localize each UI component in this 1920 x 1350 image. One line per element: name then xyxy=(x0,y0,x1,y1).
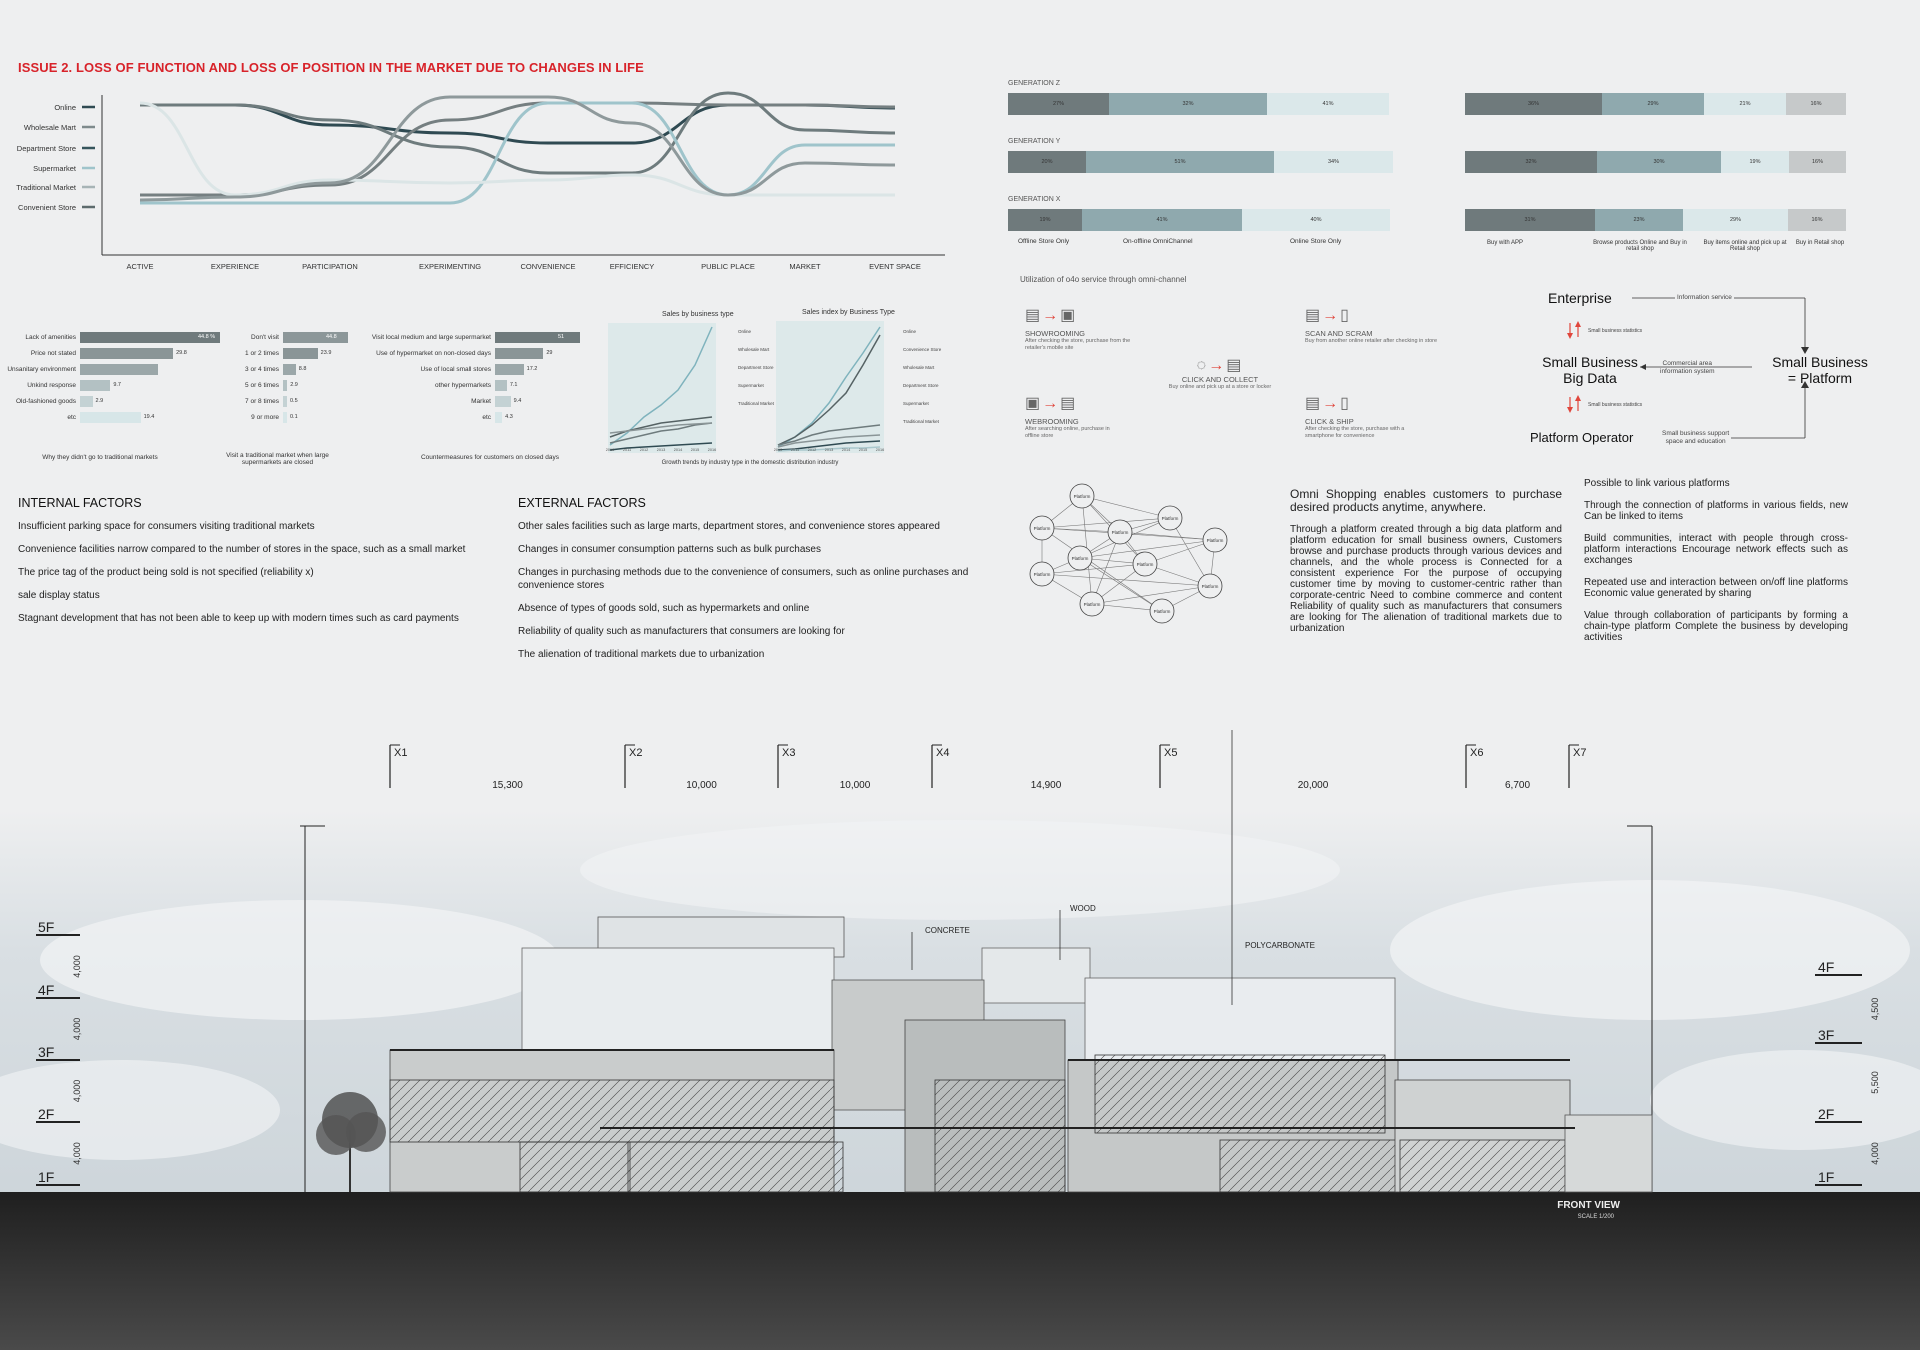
growth-charts xyxy=(600,305,942,475)
growth-x-tick: 2016 xyxy=(875,448,885,452)
growth-legend-label: Department Store xyxy=(903,383,939,388)
network-node-label: Platform xyxy=(1153,609,1171,614)
grid-dimensions xyxy=(492,780,1530,791)
legend-label: Supermarket xyxy=(33,164,76,173)
x-tick-label: PARTICIPATION xyxy=(302,262,358,271)
network-nodes xyxy=(1030,484,1227,623)
floor-label: 4F xyxy=(38,982,55,998)
bar-segment: 16% xyxy=(1786,93,1846,115)
sb-platform-line-1: Small Business xyxy=(1772,354,1868,370)
growth-x-tick: 2012 xyxy=(807,448,817,452)
bar-label: Unsanitary environment xyxy=(7,366,76,373)
bar-chart-caption: Visit a traditional market when large supermarkets are closed xyxy=(226,452,329,466)
factor-item: Other sales facilities such as large marts, department stores, and convenience stores appeared xyxy=(518,521,940,532)
o4o-showrooming xyxy=(1025,305,1140,352)
bar xyxy=(283,332,348,343)
generation-axis-label: Buy in Retail shop xyxy=(1795,240,1845,246)
mouse-to-store-icon: ◌→▤ xyxy=(1196,357,1244,374)
bar xyxy=(283,380,287,391)
floor-label: 4F xyxy=(1818,959,1835,975)
network-node-label: Platform xyxy=(1201,584,1219,589)
growth-legend-label: Traditional Market xyxy=(738,401,774,406)
bar xyxy=(495,412,502,423)
bar-label: Visit local medium and large supermarket xyxy=(371,334,491,341)
bar xyxy=(80,412,141,423)
bar-value: 4.3 xyxy=(505,414,513,420)
bar xyxy=(283,348,318,359)
floor-label: 3F xyxy=(38,1044,55,1060)
o4o-scan-and-scram xyxy=(1305,305,1445,345)
network-node-label: Platform xyxy=(1033,572,1051,577)
bar-value: 19.4 xyxy=(143,414,155,420)
bar-value: 44.8 xyxy=(326,334,337,340)
bar-segment: 41% xyxy=(1082,209,1242,231)
growth-legend-label: Traditional Market xyxy=(903,419,939,424)
bar-row xyxy=(345,380,620,391)
factor-item: The alienation of traditional markets due to urbanization xyxy=(518,649,765,660)
bar xyxy=(283,364,296,375)
generation-axis-label: Buy items online and pick up at Retail shop xyxy=(1703,240,1787,252)
floor-label: 1F xyxy=(1818,1169,1835,1185)
growth-x-tick: 2012 xyxy=(639,448,649,452)
factor-item: Convenience facilities narrow compared to the number of stores in the space, such as a small market xyxy=(18,544,466,555)
grid-dimension: 6,700 xyxy=(1504,780,1531,791)
legend-label: Wholesale Mart xyxy=(23,123,76,132)
x-tick-label: MARKET xyxy=(789,262,821,271)
floor-label: 2F xyxy=(1818,1106,1835,1122)
bar-segment: 32% xyxy=(1465,151,1597,173)
platform-list-item: Repeated use and interaction between on/off line platforms Economic value generated by sharing xyxy=(1584,577,1848,599)
bar-segment: 23% xyxy=(1595,209,1683,231)
generation-axis-label: On-offline OmniChannel xyxy=(1123,238,1193,245)
omni-lead: Omni Shopping enables customers to purchase desired products anytime, anywhere. xyxy=(1290,487,1562,514)
bar-segment: 29% xyxy=(1602,93,1704,115)
growth-legend-label: Department Store xyxy=(738,365,774,370)
generation-label: GENERATION Z xyxy=(1008,80,1060,87)
grid-axis-label: X7 xyxy=(1573,747,1587,759)
front-view-label: FRONT VIEW xyxy=(1557,1200,1620,1211)
generation-bars xyxy=(1005,80,1885,270)
scale-label: SCALE 1/200 xyxy=(1577,1214,1614,1220)
bar-segment: 30% xyxy=(1597,151,1721,173)
growth-x-tick: 2013 xyxy=(656,448,666,452)
bar xyxy=(80,348,173,359)
bar-label: Use of local small stores xyxy=(420,366,491,373)
sb-platform-line-2: = Platform xyxy=(1787,370,1853,386)
network-node-label: Platform xyxy=(1111,530,1129,535)
generation-bar-left xyxy=(1008,93,1389,115)
legend-label: Traditional Market xyxy=(16,183,76,192)
support-label xyxy=(1660,430,1731,446)
o4o-item-title: CLICK AND COLLECT xyxy=(1181,375,1259,384)
floor-dimension: 4,000 xyxy=(72,955,82,978)
support-line-1: Small business support xyxy=(1662,430,1730,437)
floor-dimension: 4,000 xyxy=(1870,1142,1880,1165)
floor-dimension: 4,000 xyxy=(72,1079,82,1103)
growth-legend-label: Online xyxy=(903,329,917,334)
bar-label: Market xyxy=(471,398,491,405)
big-data-line-1: Small Business xyxy=(1542,354,1638,370)
bar-segment: 31% xyxy=(1465,209,1595,231)
bar-label: Use of hypermarket on non-closed days xyxy=(376,350,491,357)
bar-label: other hypermarkets xyxy=(435,382,491,389)
grid-axis-label: X2 xyxy=(629,747,643,759)
network-node-label: Platform xyxy=(1206,538,1224,543)
floor-label: 1F xyxy=(38,1169,55,1185)
o4o-item-desc: Buy online and pick up at a store or locker xyxy=(1168,384,1272,390)
growth-x-tick: 2014 xyxy=(673,448,683,452)
bar-chart-caption: Why they didn't go to traditional markets xyxy=(42,454,158,461)
growth-x-tick: 2010 xyxy=(605,448,615,452)
growth-x-tick: 2015 xyxy=(858,448,868,452)
bar-row xyxy=(345,332,620,343)
bar-value: 2.9 xyxy=(290,382,298,388)
bar-segment: 40% xyxy=(1242,209,1390,231)
factor-item: Absence of types of goods sold, such as hypermarkets and online xyxy=(518,603,810,614)
x-tick-label: CONVENIENCE xyxy=(520,262,576,271)
growth-legend-label: Convenience Store xyxy=(903,347,942,352)
web-to-store-icon: ▣→▤ xyxy=(1025,395,1078,412)
bar-value: 0.5 xyxy=(290,398,298,404)
generation-bar-right xyxy=(1465,209,1847,231)
factor-item: Reliability of quality such as manufacturers that consumers are looking for xyxy=(518,626,845,637)
platform-list-item: Possible to link various platforms xyxy=(1584,478,1730,489)
growth-legend-label: Online xyxy=(738,329,752,334)
platform-list-item: Through the connection of platforms in various fields, new Can be linked to items xyxy=(1584,500,1848,522)
growth-x-tick: 2015 xyxy=(690,448,700,452)
floor-dimension: 5,500 xyxy=(1870,1071,1880,1094)
growth-x-tick: 2016 xyxy=(707,448,717,452)
growth-left-bg xyxy=(605,323,716,453)
bar-segment: 21% xyxy=(1704,93,1786,115)
bar-segment: 20% xyxy=(1008,151,1086,173)
factor-item: The price tag of the product being sold is not specified (reliability x) xyxy=(18,567,314,578)
bar-segment: 41% xyxy=(1267,93,1389,115)
factor-item: Stagnant development that has not been able to keep up with modern times such as card payments xyxy=(18,613,459,624)
external-list xyxy=(518,520,1008,661)
internal-title: INTERNAL FACTORS xyxy=(18,496,142,510)
o4o-item-title: SHOWROOMING xyxy=(1025,329,1085,338)
bar-value: 29 xyxy=(546,350,553,356)
o4o-item-desc: Buy from another online retailer after checking in store xyxy=(1305,338,1438,344)
factor-item: Insufficient parking space for consumers visiting traditional markets xyxy=(18,521,315,532)
growth-legend-label: Supermarket xyxy=(903,401,929,406)
bar xyxy=(495,364,524,375)
bar-segment: 34% xyxy=(1274,151,1393,173)
stats-label-2: Small business statistics xyxy=(1588,402,1643,408)
grid-dimension: 10,000 xyxy=(686,780,717,791)
platform-list-item: Build communities, interact with people through cross-platform interactions Encourage network effects such as exchanges xyxy=(1584,533,1848,566)
platform-diagram xyxy=(1520,285,1880,455)
bar-label: 5 or 6 times xyxy=(245,382,279,389)
bar xyxy=(495,396,511,407)
bar-label: etc xyxy=(67,414,76,421)
grid-dimension: 10,000 xyxy=(839,780,871,791)
legend-label: Convenient Store xyxy=(18,203,76,212)
bar-segment: 16% xyxy=(1788,209,1846,231)
front-elevation xyxy=(0,730,1920,1350)
bar-label: Don't visit xyxy=(251,334,279,341)
commercial-label xyxy=(1660,360,1715,376)
growth-right-bg xyxy=(773,321,884,453)
line-chart-legend xyxy=(16,103,95,212)
x-tick-label: EVENT SPACE xyxy=(869,262,921,271)
bar-label: 3 or 4 times xyxy=(245,366,279,373)
bar-label: etc xyxy=(482,414,491,421)
growth-x-tick: 2013 xyxy=(824,448,834,452)
sb-platform-label xyxy=(1760,354,1880,386)
generation-bar-right xyxy=(1465,151,1847,173)
growth-x-tick: 2011 xyxy=(790,448,800,452)
omni-text xyxy=(1290,488,1562,634)
concrete-label: CONCRETE xyxy=(925,926,970,935)
bar-label: 7 or 8 times xyxy=(245,398,279,405)
bar-label: 9 or more xyxy=(251,414,279,421)
floor-dimension: 4,000 xyxy=(72,1017,82,1041)
commercial-line-2: information system xyxy=(1660,368,1715,375)
series-line-traditional xyxy=(140,103,895,195)
operator-label: Platform Operator xyxy=(1530,430,1634,445)
series-line-convenient xyxy=(140,97,895,200)
bar-row xyxy=(345,396,620,407)
external-factors xyxy=(518,496,1008,671)
network-node-label: Platform xyxy=(1033,526,1051,531)
factor-item: Changes in purchasing methods due to the convenience of consumers, such as online purchases and convenience stores xyxy=(518,567,969,591)
cloud xyxy=(580,820,1340,920)
bar xyxy=(80,364,158,375)
o4o-item-desc: After searching online, purchase in offline store xyxy=(1025,426,1110,439)
bar-charts xyxy=(0,332,580,472)
bar xyxy=(283,412,287,423)
floor-label: 5F xyxy=(38,919,55,935)
bar-row xyxy=(345,348,620,359)
growth-right-title: Sales index by Business Type xyxy=(802,309,895,316)
floor-label: 2F xyxy=(38,1106,55,1122)
ground xyxy=(0,1192,1920,1350)
o4o-item-title: SCAN AND SCRAM xyxy=(1305,329,1373,338)
bar-value: 9.7 xyxy=(113,382,121,388)
generation-bar-left xyxy=(1008,151,1389,173)
bar xyxy=(283,396,287,407)
x-tick-label: ACTIVE xyxy=(126,262,154,271)
o4o-title: Utilization of o4o service through omni-channel xyxy=(1020,275,1187,284)
internal-factors xyxy=(18,496,498,635)
generation-bar-left xyxy=(1008,209,1389,231)
bar-segment: 19% xyxy=(1008,209,1082,231)
growth-x-tick: 2011 xyxy=(622,448,632,452)
factor-item: sale display status xyxy=(18,590,100,601)
big-data-label xyxy=(1530,354,1650,386)
bar-segment: 32% xyxy=(1109,93,1267,115)
o4o-item-desc: After checking the store, purchase with a smartphone for convenience xyxy=(1305,426,1405,439)
growth-legend-label: Wholesale Mart xyxy=(903,365,935,370)
grid-dimension: 15,300 xyxy=(492,780,523,791)
network-node-label: Platform xyxy=(1083,602,1101,607)
store-to-phone-icon: ▤→▯ xyxy=(1305,307,1351,324)
network-edges xyxy=(1042,496,1215,611)
issue-title: ISSUE 2. LOSS OF FUNCTION AND LOSS OF POSITION IN THE MARKET DUE TO CHANGES IN LIFE xyxy=(18,60,644,75)
bar-value: 8.8 xyxy=(298,366,307,372)
bar-label: Unkind response xyxy=(27,382,76,389)
factor-item: Changes in consumer consumption patterns such as bulk purchases xyxy=(518,544,821,555)
line-chart xyxy=(0,85,960,285)
bar xyxy=(495,380,507,391)
growth-x-tick: 2010 xyxy=(773,448,783,452)
x-tick-label: PUBLIC PLACE xyxy=(701,262,755,271)
bar xyxy=(495,348,543,359)
bar-chart-caption: Countermeasures for customers on closed days xyxy=(420,454,559,461)
platform-list-item: Value through collaboration of participants by forming a chain-type platform Complete the business by developing activities xyxy=(1584,610,1848,643)
series-line-supermarket xyxy=(140,103,895,203)
polycarbonate-label: POLYCARBONATE xyxy=(1245,941,1315,950)
bar-segment: 29% xyxy=(1683,209,1788,231)
network-node-label: Platform xyxy=(1161,516,1179,521)
growth-x-tick: 2014 xyxy=(841,448,851,452)
grid-axis-label: X6 xyxy=(1470,747,1484,759)
grid-axis-label: X3 xyxy=(782,747,796,759)
bar-segment: 27% xyxy=(1008,93,1109,115)
growth-caption: Growth trends by industry type in the domestic distribution industry xyxy=(661,460,839,466)
internal-list xyxy=(18,520,498,625)
omni-body: Through a platform created through a big data platform and platform education for small business owners, Customers browse and purchase products through various devices and channels, and the whole process is Connected for a consistent experience For the purpose of occupying customer time by moving to customer-centric rather than corporate-centric Need to combine commerce and content Reliability of quality such as manufacturers that consumers are looking for The alienation of traditional markets due to urbanization xyxy=(1290,524,1562,634)
stats-label: Small business statistics xyxy=(1588,328,1643,334)
bar-value: 9.4 xyxy=(513,398,522,404)
bar-value: 0.1 xyxy=(290,414,298,420)
grid-dimension: 20,000 xyxy=(1297,780,1329,791)
legend-label: Online xyxy=(54,103,76,112)
platform-list xyxy=(1584,478,1848,654)
bar-label: 1 or 2 times xyxy=(245,350,279,357)
bar-segment: 16% xyxy=(1789,151,1846,173)
line-chart-x-ticks xyxy=(126,262,920,271)
o4o-webrooming xyxy=(1025,393,1125,440)
x-tick-label: EFFICIENCY xyxy=(609,262,655,271)
bar-value: 17.2 xyxy=(526,366,538,372)
bar-value: 23.9 xyxy=(320,350,332,356)
grid-axis-label: X1 xyxy=(394,747,408,759)
bar-value: 29.8 xyxy=(176,350,187,356)
o4o-click-and-ship xyxy=(1305,393,1410,440)
grid-axis-label: X4 xyxy=(936,747,950,759)
bar-segment: 19% xyxy=(1721,151,1789,173)
enterprise-label: Enterprise xyxy=(1548,290,1612,306)
generation-axis-label: Browse products Online and Buy in retail shop xyxy=(1593,240,1687,252)
o4o-click-and-collect xyxy=(1165,355,1275,391)
cloud xyxy=(40,900,560,1020)
commercial-line-1: Commercial area xyxy=(1662,360,1713,367)
x-tick-label: EXPERIENCE xyxy=(210,262,260,271)
bar-row xyxy=(345,364,620,375)
wood-label: WOOD xyxy=(1070,904,1096,913)
bar-value: 44.8 % xyxy=(198,334,216,340)
o4o-section xyxy=(1020,275,1440,455)
generation-axis-label: Buy with APP xyxy=(1486,240,1524,246)
bar xyxy=(495,332,580,343)
grid-axes xyxy=(390,745,1586,788)
generation-label: GENERATION Y xyxy=(1008,138,1061,145)
bar-segment: 36% xyxy=(1465,93,1602,115)
external-title: EXTERNAL FACTORS xyxy=(518,496,646,510)
network-node-label: Platform xyxy=(1071,556,1089,561)
legend-label: Department Store xyxy=(16,144,76,153)
generation-axis-label: Online Store Only xyxy=(1290,238,1342,245)
generation-axis-label: Offline Store Only xyxy=(1018,238,1070,245)
line-chart-series xyxy=(140,93,895,203)
network-node-label: Platform xyxy=(1073,494,1091,499)
bar-label: Lack of amenities xyxy=(25,334,76,341)
generation-label: GENERATION X xyxy=(1008,196,1061,203)
grid-dimension: 14,900 xyxy=(1030,780,1062,791)
store-to-phone-icon: ▤→▯ xyxy=(1305,395,1351,412)
info-service-label: Information service xyxy=(1677,294,1732,301)
platform-network xyxy=(1020,478,1240,628)
o4o-item-title: CLICK & SHIP xyxy=(1305,417,1354,426)
floor-dimension: 4,000 xyxy=(72,1142,82,1165)
bar-value: 2.9 xyxy=(95,398,104,404)
bar xyxy=(80,396,93,407)
x-tick-label: EXPERIMENTING xyxy=(418,262,482,271)
floor-label: 3F xyxy=(1818,1027,1835,1043)
bar-value: 7.1 xyxy=(509,382,518,388)
bar-label: Old-fashioned goods xyxy=(16,398,76,405)
bar-label: Price not stated xyxy=(30,350,76,357)
bar-value: 51 xyxy=(558,334,565,340)
grid-axis-label: X5 xyxy=(1164,747,1178,759)
bar xyxy=(80,380,110,391)
bar-segment: 51% xyxy=(1086,151,1274,173)
growth-left-title: Sales by business type xyxy=(662,311,734,318)
bar-row xyxy=(345,412,620,423)
generation-bar-right xyxy=(1465,93,1847,115)
floor-dimension: 4,500 xyxy=(1870,997,1880,1021)
o4o-item-title: WEBROOMING xyxy=(1025,417,1079,426)
growth-legend-label: Wholesale Mart xyxy=(738,347,770,352)
big-data-line-2: Big Data xyxy=(1563,370,1617,386)
network-node-label: Platform xyxy=(1136,562,1154,567)
cloud xyxy=(1390,880,1910,1020)
support-line-2: space and education xyxy=(1665,438,1726,445)
store-to-phone-icon: ▤→▣ xyxy=(1025,307,1078,324)
o4o-item-desc: After checking the store, purchase from the retailer's mobile site xyxy=(1025,338,1131,351)
growth-legend-label: Supermarket xyxy=(738,383,764,388)
